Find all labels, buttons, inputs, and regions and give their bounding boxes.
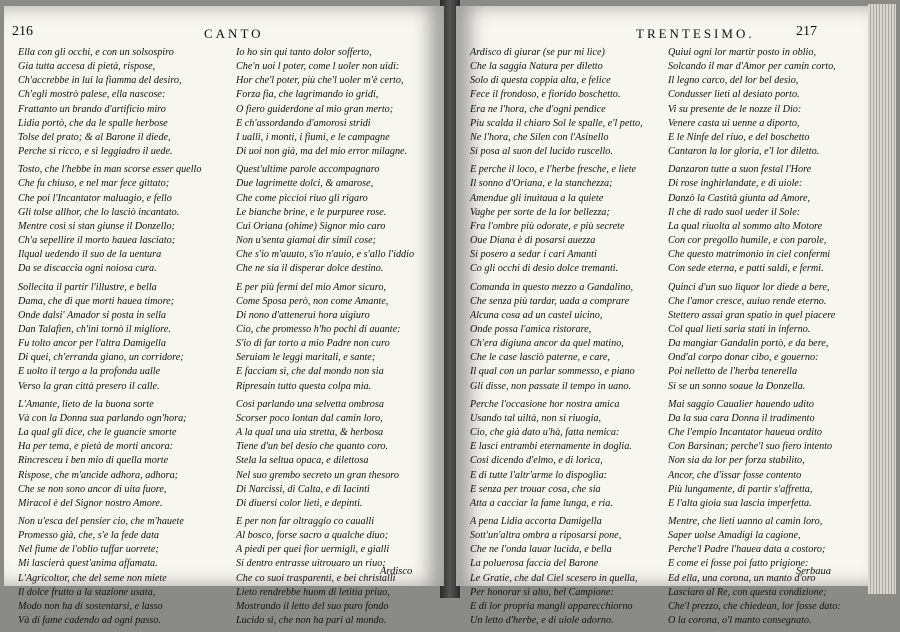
verse-line: Il dolce frutto a la stazione usata, xyxy=(18,586,156,598)
verse-line: Che se non sono ancor di uita fuore, xyxy=(18,483,167,495)
verse-line: L'Agricoltor, che del seme non miete xyxy=(18,572,167,584)
verse-line: Gia tutta accesa di pietà, rispose, xyxy=(18,61,156,73)
verse-line: Sott'un'altra ombra a riposarsi pone, xyxy=(470,530,622,542)
stanza xyxy=(668,398,841,511)
stanza xyxy=(470,163,643,276)
verse-line: Non u'senta giamai dir simil cose; xyxy=(236,235,376,247)
verse-line: Fra l'ombre più odorate, e più secrete xyxy=(470,220,625,232)
verse-line: Vi su presente de le nozze il Dio: xyxy=(668,103,802,115)
verse-line: Ripresain tutto questa colpa mia. xyxy=(236,380,372,392)
verse-line: Un letto d'herbe, e di uiole adorno. xyxy=(470,615,614,627)
verse-line: Da mangiar Gandalin portò, e da bere, xyxy=(668,338,829,350)
verse-line: Sollecita il partir l'illustre, e bella xyxy=(18,281,157,293)
verse-line: O fiero guiderdone al mio gran merto; xyxy=(236,103,394,115)
stanza xyxy=(668,46,841,159)
verse-line: Ch'era digiuna ancor da quel matino, xyxy=(470,338,624,350)
page-edges xyxy=(868,4,896,594)
verse-line: Alcuna cosa ad un castel uicino, xyxy=(470,309,603,321)
verse-line: Che'l prezzo, che chiedean, lor fosse dato: xyxy=(668,600,841,612)
verse-line: Che la saggia Natura per diletto xyxy=(470,61,603,73)
verse-line: Gli disse, non passate il tempo in uano. xyxy=(470,380,632,392)
verse-line: E per non far oltraggio co caualli xyxy=(236,516,375,527)
text-column xyxy=(236,46,414,632)
verse-line: Si posero a sedar i cari Amanti xyxy=(470,249,597,261)
verse-line: Ch'egli mostrò palese, ella nascose: xyxy=(18,89,166,101)
verse-line: Di quei, ch'erranda giano, un corridore; xyxy=(18,352,184,364)
verse-line: Tosto, che l'hebbe in man scorse esser quello xyxy=(18,164,202,176)
verse-line: E ch'assordando d'amorosi stridi xyxy=(236,117,371,129)
verse-line: Ella con gli occhi, e con un solsospiro xyxy=(18,47,174,58)
verse-line: Ed ella, una corona, un manto d'oro xyxy=(668,572,816,584)
verse-line: Ond'al corpo donar cibo, e gouerno: xyxy=(668,352,819,364)
verse-line: Non u'esca del pensier cio, che m'hauete xyxy=(18,516,184,527)
stanza xyxy=(18,515,201,628)
verse-line: Atta a cacciar la fame lunga, e ria. xyxy=(470,497,613,509)
verse-line: Il qual con un parlar sommesso, e piano xyxy=(470,366,635,378)
verse-line: A piedi per quei fior uermigli, e gialli xyxy=(236,544,390,556)
text-column xyxy=(668,46,841,632)
verse-line: Verso la gran città presero il calle. xyxy=(18,380,160,392)
verse-line: Perche si ricco, e sì leggiadro il uede. xyxy=(18,146,173,158)
verse-line: O la corona, o'l manto consegnato. xyxy=(668,615,812,627)
verse-line: Che ne sia il disperar dolce destino. xyxy=(236,263,384,275)
catchword: Ardisco xyxy=(380,566,413,577)
verse-line: E facciam sì, che dal mondo non sia xyxy=(236,366,384,378)
verse-line: Che l'amor cresce, auiuo rende eterno. xyxy=(668,295,827,307)
verse-line: E lasci entrambi eternamente in doglia. xyxy=(470,441,632,453)
catchword: Serbaua xyxy=(796,566,831,577)
verse-line: E senza per trouar cosa, che sia xyxy=(470,483,601,495)
verse-line: S'io di far torto a mio Padre non curo xyxy=(236,338,390,350)
stanza xyxy=(470,46,643,159)
verse-line: Fu tolto ancor per l'altra Damigella xyxy=(18,338,166,350)
verse-line: Il legno carco, del lor bel desio, xyxy=(668,75,799,87)
verse-line: Perche l'occasione hor nostra amica xyxy=(470,398,620,410)
verse-line: Forza fia, che lagrimando io gridi, xyxy=(236,89,379,101)
verse-line: Come Sposa però, non come Amante, xyxy=(236,295,389,307)
verse-line: Condusser lieti al desiato porto. xyxy=(668,89,800,101)
verse-line: Nel suo grembo secreto un gran thesoro xyxy=(236,469,399,481)
verse-line: Che'n uoi l poter, come l uoler non uidi: xyxy=(236,61,400,73)
verse-line: A la qual una uia stretta, & herbosa xyxy=(236,427,384,439)
verse-line: Non sia da lor per forza stabilito, xyxy=(668,455,805,467)
stanza xyxy=(470,515,643,628)
verse-line: Solo di questa coppia alta, e felice xyxy=(470,75,611,87)
verse-line: Miracol è del Signor nostro Amore. xyxy=(18,497,163,509)
stanza xyxy=(236,398,414,511)
verse-line: Da la sua cara Donna il tradimento xyxy=(668,412,815,424)
verse-line: Onde dalsi' Amador si posta in sella xyxy=(18,309,167,321)
verse-line: Promesso già, che, s'e la fede data xyxy=(18,530,160,542)
verse-line: Che senza più tardar, uada a comprare xyxy=(470,295,630,307)
verse-line: Tolse del prato; & al Barone il diede, xyxy=(18,131,171,143)
verse-line: Più lungamente, di partir s'affretta, xyxy=(668,483,813,495)
verse-line: Col qual lieti saria stati in inferno. xyxy=(668,323,811,335)
verse-line: Che poi l'Incantator maluagio, e fello xyxy=(18,192,172,204)
stanza xyxy=(18,46,201,159)
verse-line: Che s'io m'auuto, s'io n'auio, e s'allo l'iddio xyxy=(236,249,415,261)
verse-line: Oue Diana è di posarsi auezza xyxy=(470,235,596,247)
verse-line: Cio, che già dato u'hà, fatta nemica: xyxy=(470,427,620,439)
verse-line: Cosi parlando una selvetta ombrosa xyxy=(236,398,384,410)
verse-line: Hor che'l poter, più che'l uoler m'è certo, xyxy=(236,75,404,87)
verse-line: Le bianche brine, e le purpuree rose. xyxy=(236,206,387,218)
verse-line: A pena Lidia accorta Damigella xyxy=(470,516,602,527)
verse-line: Usando tal uiltà, non si riuogia, xyxy=(470,412,602,424)
verse-line: Gli tolse allhor, che lo lasciò incantato. xyxy=(18,206,180,218)
verse-line: Vaghe per sorte de la lor bellezza; xyxy=(470,206,610,218)
verse-line: Quinci d'un suo liquor lor diede a bere, xyxy=(668,281,830,293)
verse-line: Ancor, che d'issar fosse contento xyxy=(668,469,802,481)
verse-line: Tiene d'un bel desio che quanto coro. xyxy=(236,441,389,453)
verse-line: La qual riuolta al sommo alto Motore xyxy=(668,220,823,232)
verse-line: Si dentro entrasse uitrouaro un riuo; xyxy=(236,558,386,570)
stanza xyxy=(18,281,201,394)
verse-line: Venere casta ui uenne a diporto, xyxy=(668,117,800,129)
stanza xyxy=(668,281,841,394)
verse-line: Co gli occhi di desio dolce tremanti. xyxy=(470,263,619,275)
verse-line: Che l'empio Incantator haueua ordito xyxy=(668,427,823,439)
stanza xyxy=(470,398,643,511)
verse-line: Fece il frondoso, e fiorido boschetto. xyxy=(470,89,621,101)
verse-line: Di uoi non già, ma del mio error milagne. xyxy=(236,146,408,158)
verse-line: Di rose inghirlandate, e di uiole: xyxy=(668,178,803,190)
verse-line: La qual gli dice, che le guancie smorte xyxy=(18,427,177,439)
verse-line: Saper uolse Amadigi la cagione, xyxy=(668,530,801,542)
verse-line: Comanda in questo mezzo a Gandalino, xyxy=(470,281,633,293)
verse-line: Il sonno d'Oriana, e la stanchezza; xyxy=(470,178,613,190)
verse-line: Và con la Donna sua parlando ogn'hora; xyxy=(18,412,187,424)
verse-line: Perche'l Padre l'hauea data a costoro; xyxy=(668,544,826,556)
verse-line: Quiui ogni lor martir posto in oblio, xyxy=(668,47,817,58)
verse-line: Ch'accrebbe in lui la fiamma del desiro, xyxy=(18,75,182,87)
stanza xyxy=(668,163,841,276)
stanza xyxy=(18,163,201,276)
verse-line: E per più fermi del mio Amor sicuro, xyxy=(236,281,386,293)
verse-line: Le Gratie, che dal Ciel scesero in quella, xyxy=(470,572,638,584)
verse-line: Al bosco, forse sacro a qualche diuo; xyxy=(236,530,389,542)
verse-line: Con cor pregollo humile, e con parole, xyxy=(668,235,827,247)
verse-line: Era ne l'hora, che d'ogni pendice xyxy=(470,103,606,115)
verse-line: Di nono d'attenerui hora uigiuro xyxy=(236,309,370,321)
stanza xyxy=(236,281,414,394)
verse-line: Mentre, che lieti uanno al camin loro, xyxy=(668,516,823,527)
verse-line: Che questo matrimonio in ciel confermi xyxy=(668,249,831,261)
verse-line: La poluerosa faccia del Barone xyxy=(470,558,599,570)
verse-line: Frattanto un brando d'artificio miro xyxy=(18,103,166,115)
verse-line: E di lor propria mangli apparecchiorno xyxy=(470,600,633,612)
verse-line: Che le case lasciò paterne, e care, xyxy=(470,352,610,364)
verse-line: Mentre così si stan giunse il Donzello; xyxy=(18,220,175,232)
verse-line: Ilqual uedendo il suo de la uentura xyxy=(18,249,162,261)
running-head: TRENTESIMO. xyxy=(636,26,755,41)
verse-line: Cantaron la lor gloria, e'l lor diletto. xyxy=(668,146,820,158)
verse-line: Il che di rado suol ueder il Sole: xyxy=(668,206,801,218)
verse-line: L'Amante, lieto de la buona sorte xyxy=(18,398,154,410)
verse-line: Si se un sonno soaue la Donzella. xyxy=(668,380,806,392)
verse-line: Lucido sì, che non ha pari al mondo. xyxy=(236,615,387,627)
verse-line: Cio, che promesso h'ho pochi di auante: xyxy=(236,323,401,335)
verse-line: Che ne l'onda lauar lucida, e bella xyxy=(470,544,612,556)
verse-line: Ne l'hora, che Silen con l'Asinello xyxy=(470,131,609,143)
verse-line: E come ei fosse poi fatto prigione: xyxy=(668,558,809,570)
right-page xyxy=(456,6,868,627)
verse-line: Quest'ultime parole accompagnaro xyxy=(236,164,380,176)
stanza xyxy=(236,46,414,159)
verse-line: Che fu chiuso, e nel mar fece gittato; xyxy=(18,178,170,190)
verse-line: Con Barsinan; perche'l suo fiero intento xyxy=(668,441,833,453)
verse-line: Seruiam le leggi maritali, e sante; xyxy=(236,352,376,364)
verse-line: Da se discaccia ogni noiosa cura. xyxy=(18,263,157,275)
verse-line: Due lagrimette dolci, & amarose, xyxy=(236,178,374,190)
verse-line: Per honorar sì alto, bel Campione: xyxy=(470,586,614,598)
verse-line: Cosi dicendo d'elmo, e di lorica, xyxy=(470,455,603,467)
verse-line: E le Ninfe del riuo, e del boschetto xyxy=(668,131,810,143)
verse-line: Poi nelletto de l'herba tenerella xyxy=(668,366,798,378)
verse-line: Con sede eterna, e patti saldi, e fermi. xyxy=(668,263,824,275)
verse-line: Solcando il mar d'Amor per camin corto, xyxy=(668,61,836,73)
verse-line: Di diuersi color lieti, e depinti. xyxy=(236,497,363,509)
left-page xyxy=(4,6,444,627)
verse-line: Dan Talafien, ch'ini tornò il migliore. xyxy=(18,323,171,335)
text-column xyxy=(18,46,201,632)
verse-line: Lasciaro al Re, con questa condizione; xyxy=(668,586,827,598)
stanza xyxy=(236,163,414,276)
page-number: 216 xyxy=(12,24,33,39)
stanza xyxy=(470,281,643,394)
verse-line: Ha per tema, e pietà de morti ancora: xyxy=(18,441,174,453)
verse-line: Che co suoi trasparenti, e bei christalli xyxy=(236,572,396,584)
verse-line: Mai saggio Caualier hauendo udito xyxy=(668,398,815,410)
verse-line: Và di fame cadendo ad ogni passo. xyxy=(18,615,161,627)
verse-line: Modo non ha di sostentarsi, e lasso xyxy=(18,600,163,612)
verse-line: Rincresceu i ben mio di quella morte xyxy=(18,455,169,467)
verse-line: Nel fiume de l'oblio tuffar uorrete; xyxy=(18,544,159,556)
verse-line: Mi lascierà quest'anima affamata. xyxy=(18,558,158,570)
stanza xyxy=(18,398,201,511)
verse-line: Ch'a sepellire il morto hauea lasciato; xyxy=(18,235,176,247)
verse-line: Stettero assai gran spatio in quel piacere xyxy=(668,309,836,321)
verse-line: E l'alta gioia sua lascia imperfetta. xyxy=(668,497,812,509)
verse-line: Stela la seltua opaca, e dilettosa xyxy=(236,455,369,467)
verse-line: E perche il loco, e l'herbe fresche, e liete xyxy=(470,164,637,176)
verse-line: Piu scalda il chiaro Sol le spalle, e'l petto, xyxy=(470,117,643,129)
verse-line: Di Narcissi, di Calta, e di Iacinti xyxy=(236,483,370,495)
page-number: 217 xyxy=(796,24,817,39)
verse-line: Mostrando il letto del suo puro fondo xyxy=(236,600,389,612)
verse-line: I ualli, i monti, i fiumi, e le campagne xyxy=(236,131,390,143)
verse-line: Io ho sin qui tanto dolor sofferto, xyxy=(236,47,372,58)
verse-line: Lieto rendrebbe huom di letitia priuo, xyxy=(236,586,390,598)
text-column xyxy=(470,46,643,632)
verse-line: Si posa al suon del lucido ruscello. xyxy=(470,146,613,158)
verse-line: Lidia portò, che da le spalle herbose xyxy=(18,117,168,129)
verse-line: Che come piccioi riuo gli rigaro xyxy=(236,192,368,204)
verse-line: E di tutte l'altr'arme lo dispoglia: xyxy=(470,469,608,481)
verse-line: Scorser poco lontan dal camin loro, xyxy=(236,412,383,424)
verse-line: Dama, che di que morti hauea timore; xyxy=(18,295,175,307)
verse-line: Danzò la Castità giunta ad Amore, xyxy=(668,192,811,204)
verse-line: Ardisco di giurar (se pur mi lice) xyxy=(470,47,605,58)
verse-line: Amendue gli inuitaua a la quiete xyxy=(470,192,604,204)
verse-line: Rispose, che m'ancide adhora, adhora; xyxy=(18,469,179,481)
verse-line: E uolto il tergo a la profonda ualle xyxy=(18,366,161,378)
verse-line: Onde possa l'amica ristorare, xyxy=(470,323,592,335)
running-head: CANTO xyxy=(204,26,264,41)
verse-line: Cui Oriana (ohime) Signor mio caro xyxy=(236,220,386,232)
verse-line: Danzaron tutte a suon festal l'Hore xyxy=(668,164,812,176)
